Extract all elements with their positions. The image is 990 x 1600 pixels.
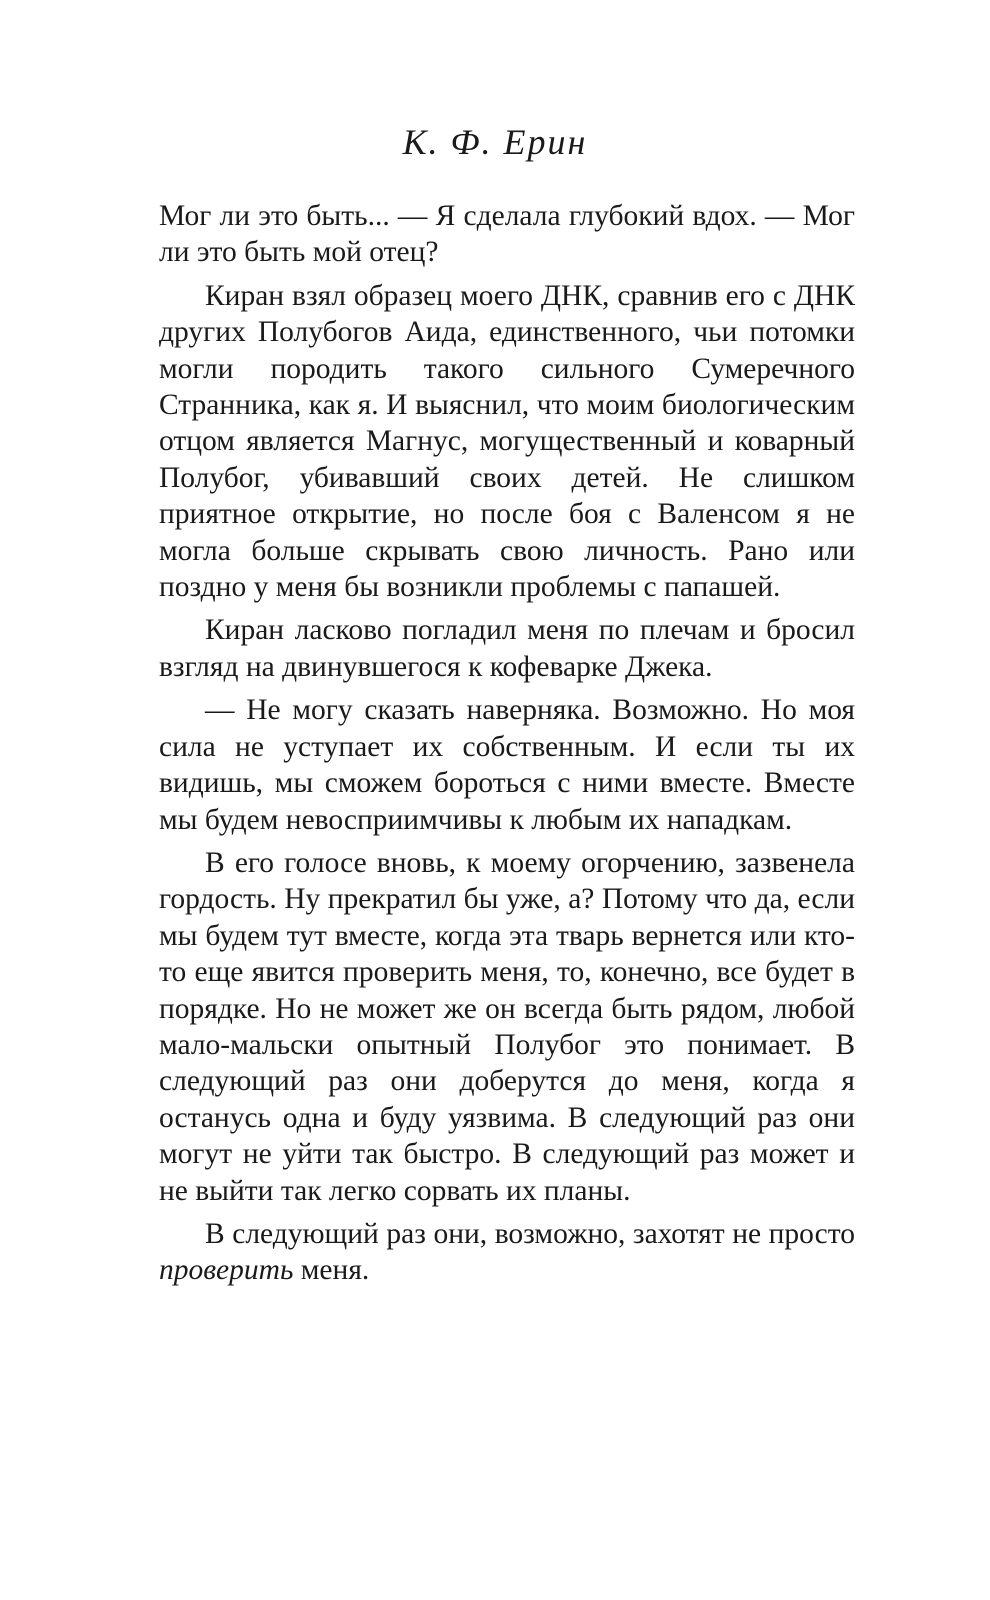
paragraph-4: — Не могу сказать наверняка. Возможно. Но моя сила не уступает их собственным. И если ты их видишь, мы сможем бороться с ними вместе. Вместе мы будем невосприимчивы к любым их нападкам.: [159, 694, 855, 836]
running-header: К. Ф. Ерин: [402, 122, 588, 162]
paragraph-5: В его голосе вновь, к моему огорчению, зазвенела гордость. Ну прекратил бы уже, а? Потому что да, если мы будем тут вместе, когда эта тварь вернется или кто-то еще явится проверить меня, то, конечно, все будет в порядке. Но не может же он всегда быть рядом, любой мало-мальски опытный Полубог это понимает. В следующий раз они доберутся до меня, когда я останусь одна и буду уязвима. В следующий раз они могут не уйти так быстро. В следующий раз может и не выйти так легко сорвать их планы.: [159, 846, 855, 1207]
paragraph-3: Киран ласково погладил меня по плечам и бросил взгляд на двинувшегося к кофеварке Джека.: [159, 614, 855, 683]
paragraph-6-after: меня.: [293, 1254, 370, 1287]
paragraph-6: [159, 1216, 855, 1289]
emphasis-text: проверить: [159, 1254, 294, 1287]
body-text: [159, 198, 855, 1289]
paragraph-6-before: В следующий раз они, возможно, захотят не просто: [205, 1217, 855, 1250]
paragraph-1: Мог ли это быть... — Я сделала глубокий вдох. — Мог ли это быть мой отец?: [159, 200, 855, 269]
paragraph-2: Киран взял образец моего ДНК, сравнив его с ДНК других Полубогов Аида, единственного, чьи потомки могли породить такого сильного Сумеречного Странника, как я. И выяснил, что моим биологическим отцом является Магнус, могущественный и коварный Полубог, убивавший своих детей. Не слишком приятное открытие, но после боя с Валенсом я не могла больше скрывать свою личность. Рано или поздно у меня бы возникли проблемы с папашей.: [159, 279, 855, 604]
